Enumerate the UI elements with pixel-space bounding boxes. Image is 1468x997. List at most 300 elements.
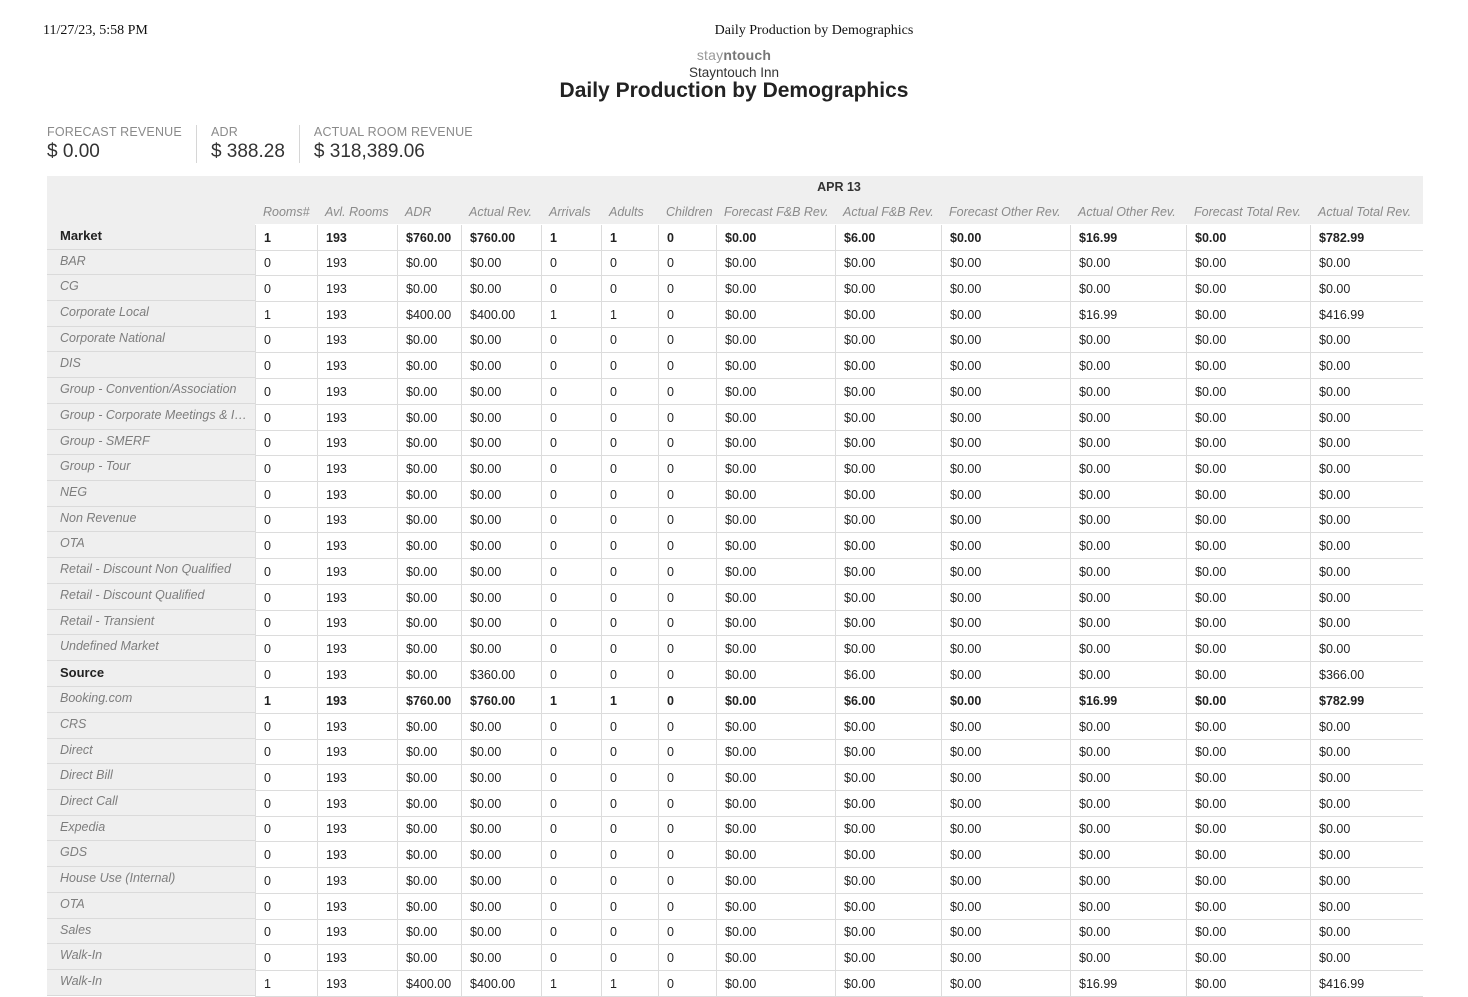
cell-avl-rooms: 193 <box>317 945 397 970</box>
cell-forecast-f-b-rev: $0.00 <box>716 585 835 610</box>
row-label-retail-discount-non-qualified: Retail - Discount Non Qualified <box>47 558 255 584</box>
cell-forecast-total-rev: $0.00 <box>1186 662 1310 687</box>
cell-forecast-other-rev: $0.00 <box>941 765 1070 790</box>
report-title: Daily Production by Demographics <box>559 79 909 102</box>
cell-arrivals: 0 <box>541 611 601 635</box>
cell-actual-f-b-rev: $0.00 <box>835 714 941 739</box>
cell-children: 0 <box>658 791 716 816</box>
cell-arrivals: 0 <box>541 431 601 455</box>
table-row <box>255 714 1423 740</box>
cell-forecast-other-rev: $0.00 <box>941 688 1070 713</box>
cell-actual-f-b-rev: $0.00 <box>835 740 941 764</box>
cell-avl-rooms: 193 <box>317 714 397 739</box>
cell-adults: 0 <box>601 585 658 610</box>
cell-children: 0 <box>658 688 716 713</box>
cell-forecast-f-b-rev: $0.00 <box>716 971 835 996</box>
cell-arrivals: 0 <box>541 353 601 378</box>
cell-actual-rev: $360.00 <box>461 662 541 687</box>
cell-adr: $400.00 <box>397 971 461 996</box>
cell-children: 0 <box>658 559 716 584</box>
cell-arrivals: 0 <box>541 842 601 867</box>
cell-rooms: 1 <box>255 225 317 250</box>
cell-actual-total-rev: $0.00 <box>1310 945 1423 970</box>
table-row <box>255 353 1423 379</box>
cell-rooms: 0 <box>255 765 317 790</box>
cell-arrivals: 0 <box>541 894 601 919</box>
cell-actual-f-b-rev: $6.00 <box>835 225 941 250</box>
cell-avl-rooms: 193 <box>317 894 397 919</box>
cell-forecast-other-rev: $0.00 <box>941 817 1070 841</box>
cell-arrivals: 1 <box>541 302 601 327</box>
cell-children: 0 <box>658 868 716 893</box>
row-label-cg: CG <box>47 275 255 301</box>
cell-actual-other-rev: $0.00 <box>1070 353 1186 378</box>
cell-arrivals: 0 <box>541 585 601 610</box>
cell-actual-total-rev: $0.00 <box>1310 714 1423 739</box>
summary-label: FORECAST REVENUE <box>47 125 182 139</box>
cell-avl-rooms: 193 <box>317 791 397 816</box>
cell-actual-rev: $400.00 <box>461 302 541 327</box>
cell-forecast-f-b-rev: $0.00 <box>716 740 835 764</box>
cell-adults: 0 <box>601 559 658 584</box>
cell-rooms: 0 <box>255 585 317 610</box>
cell-avl-rooms: 193 <box>317 225 397 250</box>
cell-actual-rev: $0.00 <box>461 945 541 970</box>
cell-arrivals: 0 <box>541 276 601 301</box>
cell-arrivals: 0 <box>541 740 601 764</box>
cell-actual-other-rev: $0.00 <box>1070 817 1186 841</box>
row-label-retail-transient: Retail - Transient <box>47 610 255 635</box>
cell-actual-other-rev: $0.00 <box>1070 456 1186 481</box>
cell-adr: $0.00 <box>397 533 461 558</box>
cell-forecast-total-rev: $0.00 <box>1186 533 1310 558</box>
cell-forecast-total-rev: $0.00 <box>1186 302 1310 327</box>
cell-actual-total-rev: $0.00 <box>1310 585 1423 610</box>
summary-stats <box>47 125 501 163</box>
cell-children: 0 <box>658 765 716 790</box>
cell-forecast-other-rev: $0.00 <box>941 636 1070 661</box>
cell-adults: 1 <box>601 302 658 327</box>
cell-adults: 0 <box>601 920 658 944</box>
summary-value: $ 0.00 <box>47 141 100 162</box>
cell-actual-other-rev: $0.00 <box>1070 611 1186 635</box>
cell-actual-f-b-rev: $0.00 <box>835 971 941 996</box>
cell-forecast-other-rev: $0.00 <box>941 405 1070 430</box>
cell-avl-rooms: 193 <box>317 353 397 378</box>
cell-actual-rev: $0.00 <box>461 920 541 944</box>
cell-actual-rev: $0.00 <box>461 559 541 584</box>
cell-adr: $400.00 <box>397 302 461 327</box>
cell-forecast-total-rev: $0.00 <box>1186 817 1310 841</box>
cell-actual-other-rev: $0.00 <box>1070 431 1186 455</box>
cell-actual-f-b-rev: $0.00 <box>835 945 941 970</box>
cell-adults: 0 <box>601 533 658 558</box>
cell-forecast-total-rev: $0.00 <box>1186 611 1310 635</box>
cell-avl-rooms: 193 <box>317 920 397 944</box>
row-label-ota: OTA <box>47 532 255 558</box>
cell-forecast-f-b-rev: $0.00 <box>716 791 835 816</box>
cell-adults: 0 <box>601 456 658 481</box>
cell-forecast-total-rev: $0.00 <box>1186 868 1310 893</box>
cell-adults: 1 <box>601 971 658 996</box>
cell-avl-rooms: 193 <box>317 431 397 455</box>
cell-actual-rev: $0.00 <box>461 328 541 352</box>
cell-rooms: 0 <box>255 894 317 919</box>
cell-avl-rooms: 193 <box>317 276 397 301</box>
cell-forecast-total-rev: $0.00 <box>1186 945 1310 970</box>
cell-forecast-total-rev: $0.00 <box>1186 353 1310 378</box>
cell-actual-total-rev: $0.00 <box>1310 533 1423 558</box>
cell-forecast-f-b-rev: $0.00 <box>716 431 835 455</box>
cell-actual-f-b-rev: $0.00 <box>835 405 941 430</box>
cell-actual-f-b-rev: $0.00 <box>835 379 941 404</box>
cell-rooms: 0 <box>255 508 317 532</box>
row-label-walk-in: Walk-In <box>47 944 255 970</box>
cell-actual-rev: $0.00 <box>461 431 541 455</box>
cell-children: 0 <box>658 302 716 327</box>
cell-forecast-other-rev: $0.00 <box>941 894 1070 919</box>
cell-forecast-f-b-rev: $0.00 <box>716 482 835 507</box>
row-label-group-tour: Group - Tour <box>47 455 255 481</box>
cell-adr: $0.00 <box>397 662 461 687</box>
cell-actual-rev: $0.00 <box>461 740 541 764</box>
cell-actual-other-rev: $16.99 <box>1070 688 1186 713</box>
cell-adults: 1 <box>601 688 658 713</box>
cell-actual-other-rev: $16.99 <box>1070 225 1186 250</box>
cell-adults: 0 <box>601 482 658 507</box>
cell-forecast-f-b-rev: $0.00 <box>716 302 835 327</box>
cell-forecast-f-b-rev: $0.00 <box>716 559 835 584</box>
cell-adults: 0 <box>601 276 658 301</box>
table-row <box>255 508 1423 533</box>
table-row <box>255 817 1423 842</box>
summary-value: $ 318,389.06 <box>313 141 425 162</box>
cell-children: 0 <box>658 508 716 532</box>
cell-avl-rooms: 193 <box>317 328 397 352</box>
cell-adr: $0.00 <box>397 894 461 919</box>
cell-forecast-other-rev: $0.00 <box>941 482 1070 507</box>
table-row <box>255 276 1423 302</box>
column-header-adults: Adults <box>609 205 644 219</box>
cell-actual-f-b-rev: $0.00 <box>835 791 941 816</box>
cell-avl-rooms: 193 <box>317 585 397 610</box>
cell-forecast-f-b-rev: $0.00 <box>716 276 835 301</box>
cell-forecast-f-b-rev: $0.00 <box>716 688 835 713</box>
cell-forecast-total-rev: $0.00 <box>1186 585 1310 610</box>
row-label-neg: NEG <box>47 481 255 507</box>
cell-avl-rooms: 193 <box>317 379 397 404</box>
table-row <box>255 920 1423 945</box>
cell-forecast-total-rev: $0.00 <box>1186 740 1310 764</box>
cell-rooms: 0 <box>255 456 317 481</box>
cell-avl-rooms: 193 <box>317 765 397 790</box>
cell-actual-f-b-rev: $0.00 <box>835 636 941 661</box>
cell-children: 0 <box>658 945 716 970</box>
table-row <box>255 456 1423 482</box>
row-labels-column <box>47 224 255 996</box>
cell-forecast-f-b-rev: $0.00 <box>716 894 835 919</box>
cell-actual-total-rev: $0.00 <box>1310 868 1423 893</box>
table-row <box>255 251 1423 276</box>
cell-adults: 0 <box>601 431 658 455</box>
cell-forecast-total-rev: $0.00 <box>1186 842 1310 867</box>
cell-actual-rev: $0.00 <box>461 405 541 430</box>
table-row <box>255 225 1423 251</box>
row-label-walk-in: Walk-In <box>47 970 255 996</box>
cell-children: 0 <box>658 431 716 455</box>
column-header-arrivals: Arrivals <box>549 205 591 219</box>
cell-actual-rev: $0.00 <box>461 842 541 867</box>
cell-avl-rooms: 193 <box>317 302 397 327</box>
cell-rooms: 0 <box>255 611 317 635</box>
column-header-rooms: Rooms# <box>263 205 310 219</box>
cell-actual-f-b-rev: $0.00 <box>835 508 941 532</box>
cell-adr: $760.00 <box>397 688 461 713</box>
cell-forecast-other-rev: $0.00 <box>941 662 1070 687</box>
cell-adr: $0.00 <box>397 791 461 816</box>
cell-adr: $0.00 <box>397 842 461 867</box>
cell-rooms: 0 <box>255 431 317 455</box>
row-label-direct: Direct <box>47 739 255 764</box>
table-row <box>255 894 1423 920</box>
column-header-actual-total-rev: Actual Total Rev. <box>1318 205 1412 219</box>
cell-actual-total-rev: $0.00 <box>1310 559 1423 584</box>
cell-forecast-total-rev: $0.00 <box>1186 765 1310 790</box>
cell-actual-total-rev: $0.00 <box>1310 817 1423 841</box>
date-column-header: APR 13 <box>817 180 861 194</box>
cell-actual-rev: $0.00 <box>461 868 541 893</box>
cell-arrivals: 0 <box>541 920 601 944</box>
cell-actual-f-b-rev: $0.00 <box>835 842 941 867</box>
cell-forecast-other-rev: $0.00 <box>941 431 1070 455</box>
cell-actual-rev: $0.00 <box>461 611 541 635</box>
column-header-actual-other-rev: Actual Other Rev. <box>1078 205 1176 219</box>
cell-arrivals: 0 <box>541 714 601 739</box>
cell-forecast-other-rev: $0.00 <box>941 740 1070 764</box>
cell-arrivals: 1 <box>541 688 601 713</box>
cell-forecast-f-b-rev: $0.00 <box>716 868 835 893</box>
cell-actual-total-rev: $0.00 <box>1310 508 1423 532</box>
cell-arrivals: 0 <box>541 791 601 816</box>
cell-actual-other-rev: $0.00 <box>1070 868 1186 893</box>
cell-actual-total-rev: $782.99 <box>1310 225 1423 250</box>
cell-forecast-total-rev: $0.00 <box>1186 971 1310 996</box>
cell-rooms: 0 <box>255 636 317 661</box>
cell-actual-total-rev: $0.00 <box>1310 379 1423 404</box>
cell-adults: 0 <box>601 945 658 970</box>
cell-rooms: 0 <box>255 379 317 404</box>
cell-forecast-other-rev: $0.00 <box>941 302 1070 327</box>
cell-adr: $0.00 <box>397 353 461 378</box>
cell-arrivals: 0 <box>541 533 601 558</box>
cell-forecast-f-b-rev: $0.00 <box>716 379 835 404</box>
cell-forecast-total-rev: $0.00 <box>1186 328 1310 352</box>
cell-children: 0 <box>658 611 716 635</box>
cell-actual-rev: $0.00 <box>461 533 541 558</box>
cell-forecast-f-b-rev: $0.00 <box>716 353 835 378</box>
cell-actual-rev: $0.00 <box>461 714 541 739</box>
cell-actual-total-rev: $0.00 <box>1310 482 1423 507</box>
cell-actual-f-b-rev: $0.00 <box>835 533 941 558</box>
cell-forecast-total-rev: $0.00 <box>1186 251 1310 275</box>
cell-adr: $0.00 <box>397 276 461 301</box>
table-row <box>255 431 1423 456</box>
cell-actual-rev: $760.00 <box>461 225 541 250</box>
column-header-actual-f-b-rev: Actual F&B Rev. <box>843 205 934 219</box>
cell-forecast-total-rev: $0.00 <box>1186 688 1310 713</box>
cell-children: 0 <box>658 817 716 841</box>
cell-adults: 0 <box>601 740 658 764</box>
cell-children: 0 <box>658 328 716 352</box>
cell-adults: 0 <box>601 251 658 275</box>
cell-actual-rev: $0.00 <box>461 585 541 610</box>
row-label-booking-com: Booking.com <box>47 687 255 713</box>
cell-avl-rooms: 193 <box>317 508 397 532</box>
cell-actual-other-rev: $16.99 <box>1070 971 1186 996</box>
cell-avl-rooms: 193 <box>317 868 397 893</box>
cell-actual-f-b-rev: $0.00 <box>835 353 941 378</box>
cell-actual-total-rev: $0.00 <box>1310 431 1423 455</box>
cell-actual-other-rev: $0.00 <box>1070 276 1186 301</box>
cell-children: 0 <box>658 353 716 378</box>
cell-actual-total-rev: $0.00 <box>1310 276 1423 301</box>
cell-forecast-total-rev: $0.00 <box>1186 456 1310 481</box>
cell-avl-rooms: 193 <box>317 971 397 996</box>
cell-adults: 0 <box>601 328 658 352</box>
cell-actual-total-rev: $416.99 <box>1310 302 1423 327</box>
cell-adr: $0.00 <box>397 508 461 532</box>
cell-rooms: 0 <box>255 791 317 816</box>
cell-adults: 0 <box>601 894 658 919</box>
row-label-group-convention-association: Group - Convention/Association <box>47 378 255 404</box>
cell-rooms: 0 <box>255 662 317 687</box>
cell-actual-f-b-rev: $0.00 <box>835 302 941 327</box>
cell-arrivals: 0 <box>541 662 601 687</box>
cell-forecast-total-rev: $0.00 <box>1186 276 1310 301</box>
cell-actual-total-rev: $0.00 <box>1310 328 1423 352</box>
cell-rooms: 0 <box>255 868 317 893</box>
cell-rooms: 0 <box>255 559 317 584</box>
cell-forecast-other-rev: $0.00 <box>941 379 1070 404</box>
cell-actual-other-rev: $0.00 <box>1070 842 1186 867</box>
cell-forecast-total-rev: $0.00 <box>1186 431 1310 455</box>
cell-actual-total-rev: $0.00 <box>1310 456 1423 481</box>
cell-actual-f-b-rev: $0.00 <box>835 276 941 301</box>
cell-arrivals: 0 <box>541 251 601 275</box>
cell-arrivals: 0 <box>541 868 601 893</box>
table-row <box>255 636 1423 662</box>
cell-arrivals: 1 <box>541 225 601 250</box>
cell-adults: 0 <box>601 379 658 404</box>
cell-adults: 0 <box>601 508 658 532</box>
table-row <box>255 533 1423 559</box>
hotel-name: Stayntouch Inn <box>688 65 780 80</box>
cell-forecast-other-rev: $0.00 <box>941 456 1070 481</box>
cell-actual-other-rev: $0.00 <box>1070 379 1186 404</box>
table-row <box>255 302 1423 328</box>
cell-actual-f-b-rev: $0.00 <box>835 251 941 275</box>
cell-adr: $0.00 <box>397 868 461 893</box>
cell-forecast-f-b-rev: $0.00 <box>716 611 835 635</box>
cell-actual-other-rev: $0.00 <box>1070 636 1186 661</box>
cell-children: 0 <box>658 482 716 507</box>
cell-actual-rev: $0.00 <box>461 251 541 275</box>
cell-forecast-other-rev: $0.00 <box>941 276 1070 301</box>
cell-arrivals: 0 <box>541 765 601 790</box>
cell-arrivals: 0 <box>541 405 601 430</box>
cell-actual-f-b-rev: $0.00 <box>835 456 941 481</box>
cell-adr: $0.00 <box>397 611 461 635</box>
cell-adr: $0.00 <box>397 740 461 764</box>
cell-forecast-f-b-rev: $0.00 <box>716 328 835 352</box>
cell-actual-rev: $0.00 <box>461 894 541 919</box>
print-timestamp: 11/27/23, 5:58 PM <box>43 23 148 38</box>
cell-forecast-other-rev: $0.00 <box>941 353 1070 378</box>
cell-actual-total-rev: $0.00 <box>1310 353 1423 378</box>
cell-arrivals: 0 <box>541 945 601 970</box>
table-row <box>255 482 1423 508</box>
cell-adr: $0.00 <box>397 251 461 275</box>
cell-children: 0 <box>658 379 716 404</box>
row-label-non-revenue: Non Revenue <box>47 507 255 532</box>
cell-adults: 0 <box>601 662 658 687</box>
cell-forecast-other-rev: $0.00 <box>941 508 1070 532</box>
cell-arrivals: 0 <box>541 817 601 841</box>
table-header <box>47 176 1423 224</box>
cell-adr: $0.00 <box>397 405 461 430</box>
row-label-sales: Sales <box>47 919 255 944</box>
cell-rooms: 1 <box>255 302 317 327</box>
cell-arrivals: 0 <box>541 328 601 352</box>
cell-actual-total-rev: $0.00 <box>1310 920 1423 944</box>
cell-adr: $0.00 <box>397 714 461 739</box>
table-row <box>255 868 1423 894</box>
cell-avl-rooms: 193 <box>317 688 397 713</box>
cell-forecast-total-rev: $0.00 <box>1186 508 1310 532</box>
cell-forecast-f-b-rev: $0.00 <box>716 714 835 739</box>
cell-forecast-f-b-rev: $0.00 <box>716 920 835 944</box>
cell-adults: 0 <box>601 817 658 841</box>
cell-actual-other-rev: $0.00 <box>1070 791 1186 816</box>
cell-forecast-total-rev: $0.00 <box>1186 920 1310 944</box>
cell-rooms: 0 <box>255 920 317 944</box>
cell-forecast-f-b-rev: $0.00 <box>716 405 835 430</box>
cell-avl-rooms: 193 <box>317 740 397 764</box>
cell-adr: $0.00 <box>397 456 461 481</box>
cell-forecast-other-rev: $0.00 <box>941 328 1070 352</box>
cell-children: 0 <box>658 251 716 275</box>
cell-actual-other-rev: $0.00 <box>1070 482 1186 507</box>
cell-children: 0 <box>658 662 716 687</box>
cell-avl-rooms: 193 <box>317 611 397 635</box>
cell-forecast-f-b-rev: $0.00 <box>716 662 835 687</box>
cell-children: 0 <box>658 533 716 558</box>
cell-children: 0 <box>658 920 716 944</box>
cell-forecast-f-b-rev: $0.00 <box>716 533 835 558</box>
row-label-dis: DIS <box>47 352 255 378</box>
cell-actual-f-b-rev: $0.00 <box>835 868 941 893</box>
cell-children: 0 <box>658 456 716 481</box>
cell-forecast-other-rev: $0.00 <box>941 868 1070 893</box>
cell-rooms: 0 <box>255 945 317 970</box>
row-label-undefined-market: Undefined Market <box>47 635 255 661</box>
cell-actual-rev: $0.00 <box>461 276 541 301</box>
cell-rooms: 0 <box>255 842 317 867</box>
summary-actual-room-revenue <box>314 125 487 163</box>
cell-adr: $0.00 <box>397 431 461 455</box>
cell-forecast-total-rev: $0.00 <box>1186 791 1310 816</box>
cell-children: 0 <box>658 405 716 430</box>
